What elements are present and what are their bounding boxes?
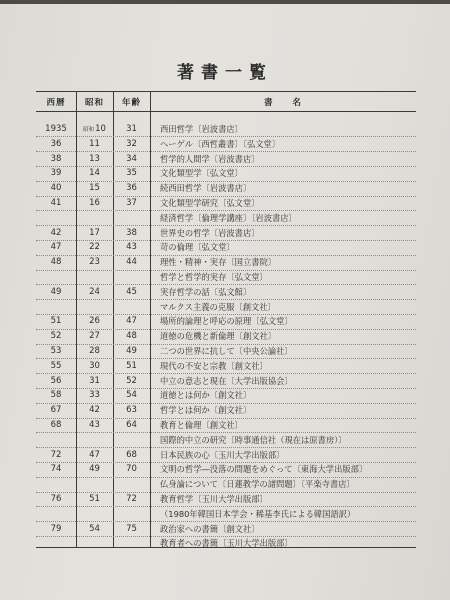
showa-value: 16 xyxy=(89,198,100,208)
showa-cell xyxy=(76,449,113,461)
showa-cell xyxy=(76,523,113,535)
year-cell: 74 xyxy=(50,464,62,475)
book-title-cell: 教育哲学〔玉川大学出版部〕 xyxy=(160,494,268,504)
showa-cell xyxy=(76,167,113,179)
year-cell: 41 xyxy=(50,198,62,208)
book-title-cell: ヘーゲル〔西哲叢書〕〔弘文堂〕 xyxy=(160,138,281,149)
table-row xyxy=(36,227,416,239)
showa-cell xyxy=(76,419,113,431)
showa-cell xyxy=(76,493,113,505)
book-title-cell: 現代の不安と宗教〔創文社〕 xyxy=(160,360,268,371)
book-title-cell: 教育者への書簡〔玉川大学出版部〕 xyxy=(160,538,293,549)
showa-value: 22 xyxy=(89,242,100,253)
book-title-cell: （1980年韓国日本学会・稀基李氏による韓国語訳） xyxy=(160,508,356,519)
showa-cell xyxy=(76,197,113,209)
book-title-cell: 文明の哲学―没落の問題をめぐって〔東海大学出版部〕 xyxy=(160,464,368,475)
age-cell: 36 xyxy=(126,183,137,194)
showa-value: 11 xyxy=(89,138,100,149)
showa-value: 23 xyxy=(89,257,100,268)
showa-cell xyxy=(76,389,113,401)
book-title-cell: 文化類型学研究〔弘文堂〕 xyxy=(160,198,260,208)
table-row xyxy=(36,493,416,505)
age-cell: 43 xyxy=(126,242,137,253)
year-cell: 79 xyxy=(50,523,62,534)
showa-cell xyxy=(76,153,113,165)
table-row xyxy=(36,197,416,209)
table-row xyxy=(36,315,416,327)
table-row xyxy=(36,182,416,194)
book-title-cell: 国際的中立の研究〔時事通信社（現在は原書房）〕 xyxy=(160,434,347,445)
table-row xyxy=(36,434,416,446)
year-cell: 51 xyxy=(50,316,62,327)
table-row xyxy=(36,123,416,135)
showa-value: 27 xyxy=(89,331,100,342)
book-title-cell: 教育と倫理〔創文社〕 xyxy=(160,420,243,430)
showa-value: 10 xyxy=(95,124,106,134)
age-cell: 75 xyxy=(126,523,137,534)
bibliography-table xyxy=(36,91,416,548)
showa-value: 54 xyxy=(89,523,100,534)
showa-cell xyxy=(76,375,113,387)
showa-value: 42 xyxy=(89,405,100,416)
header-showa: 昭和 xyxy=(84,98,104,108)
age-cell: 52 xyxy=(126,375,137,386)
showa-value: 15 xyxy=(89,183,100,194)
year-cell: 56 xyxy=(50,375,62,386)
table-row xyxy=(36,256,416,268)
table-top-rule xyxy=(36,91,416,92)
table-row xyxy=(36,419,416,431)
book-title-cell: 二つの世界に抗して〔中央公論社〕 xyxy=(160,346,293,356)
header-book-title: 書 名 xyxy=(263,98,302,108)
book-title-cell: 理性・精神・実存〔国立書院〕 xyxy=(160,257,277,268)
year-cell: 49 xyxy=(50,286,62,297)
year-cell: 1935 xyxy=(45,124,67,134)
header-year: 西暦 xyxy=(46,98,66,108)
showa-value: 14 xyxy=(89,168,100,179)
book-title-cell: 中立の意志と現在〔大学出版協会〕 xyxy=(160,375,293,386)
showa-value: 24 xyxy=(89,286,100,297)
age-cell: 45 xyxy=(126,286,137,297)
year-cell: 67 xyxy=(50,405,62,416)
table-row xyxy=(36,478,416,490)
age-cell: 64 xyxy=(126,420,137,430)
year-cell: 53 xyxy=(50,346,62,356)
table-row xyxy=(36,360,416,372)
showa-value: 43 xyxy=(89,420,100,430)
showa-cell xyxy=(76,330,113,342)
age-cell: 51 xyxy=(126,360,137,371)
year-cell: 40 xyxy=(50,183,62,194)
year-cell: 55 xyxy=(50,360,62,371)
year-cell: 47 xyxy=(50,242,62,253)
age-cell: 70 xyxy=(126,464,137,475)
showa-cell xyxy=(76,463,113,475)
table-row xyxy=(36,537,416,549)
showa-value: 49 xyxy=(89,464,100,475)
showa-cell xyxy=(76,345,113,357)
table-row xyxy=(36,286,416,298)
age-cell: 49 xyxy=(126,346,137,356)
showa-cell xyxy=(76,404,113,416)
table-row xyxy=(36,153,416,165)
age-cell: 63 xyxy=(126,405,137,416)
showa-value: 47 xyxy=(89,449,100,460)
table-row xyxy=(36,389,416,401)
book-title-cell: マルクス主義の克服〔創文社〕 xyxy=(160,301,276,312)
page-edge xyxy=(0,0,450,4)
book-title-cell: 苛の倫理〔弘文堂〕 xyxy=(160,242,235,253)
book-title-cell: 道徳の危機と新倫理〔創文社〕 xyxy=(160,331,277,342)
book-title-cell: 道徳とは何か〔創文社〕 xyxy=(160,390,252,401)
showa-value: 26 xyxy=(89,316,100,327)
showa-cell xyxy=(76,286,113,298)
book-title-cell: 実存哲学の話〔弘文館〕 xyxy=(160,286,252,297)
showa-cell xyxy=(76,256,113,268)
age-cell: 38 xyxy=(126,227,137,238)
year-cell: 52 xyxy=(50,331,62,342)
age-cell: 34 xyxy=(126,153,137,164)
table-row xyxy=(36,212,416,224)
book-title-cell: 場所的論理と呼応の原理〔弘文堂〕 xyxy=(160,316,293,327)
age-cell: 54 xyxy=(126,390,137,401)
book-title-cell: 哲学とは何か〔創文社〕 xyxy=(160,405,252,416)
book-title-cell: 西田哲学〔岩波書店〕 xyxy=(160,124,243,134)
year-cell: 42 xyxy=(50,227,62,238)
showa-cell xyxy=(76,241,113,253)
book-title-cell: 経済哲学〔倫理学講座〕〔岩波書店〕 xyxy=(160,212,297,223)
page-title: 著書一覧 xyxy=(177,63,273,83)
table-row xyxy=(36,241,416,253)
table-header-rule xyxy=(36,111,416,112)
showa-cell xyxy=(76,227,113,239)
book-title-cell: 哲学と哲学的実存〔弘文堂〕 xyxy=(160,272,268,282)
showa-cell xyxy=(76,182,113,194)
table-row xyxy=(36,523,416,535)
book-title-cell: 哲学的人間学〔岩波書店〕 xyxy=(160,153,260,164)
table-row xyxy=(36,463,416,475)
age-cell: 31 xyxy=(126,124,137,134)
year-cell: 38 xyxy=(50,153,62,164)
age-cell: 68 xyxy=(126,449,137,460)
year-cell: 36 xyxy=(50,138,62,149)
age-cell: 72 xyxy=(126,494,137,504)
book-title-cell: 世界史の哲学〔岩波書店〕 xyxy=(160,227,260,238)
showa-cell xyxy=(76,138,113,150)
showa-cell xyxy=(76,315,113,327)
year-cell: 39 xyxy=(50,168,62,179)
showa-value: 30 xyxy=(89,360,100,371)
year-cell: 68 xyxy=(50,420,62,430)
header-age: 年齢 xyxy=(121,98,141,108)
showa-cell xyxy=(76,360,113,372)
book-title-cell: 日本民族の心〔玉川大学出版部〕 xyxy=(160,449,285,460)
table-row xyxy=(36,508,416,520)
age-cell: 44 xyxy=(126,257,137,268)
showa-value: 51 xyxy=(89,494,100,504)
year-cell: 72 xyxy=(50,449,62,460)
table-row xyxy=(36,271,416,283)
table-row xyxy=(36,330,416,342)
age-cell: 48 xyxy=(126,331,137,342)
book-title-cell: 続西田哲学〔岩波書店〕 xyxy=(160,183,252,194)
table-row xyxy=(36,301,416,313)
table-row xyxy=(36,167,416,179)
book-title-cell: 仏身論について〔日蓮教学の諸問題〕〔平楽寺書店〕 xyxy=(160,479,355,490)
table-row xyxy=(36,449,416,461)
showa-value: 28 xyxy=(89,346,100,356)
showa-value: 33 xyxy=(89,390,100,401)
showa-cell xyxy=(76,123,113,136)
table-row xyxy=(36,404,416,416)
age-cell: 47 xyxy=(126,316,137,327)
showa-value: 17 xyxy=(89,227,100,238)
book-title-cell: 政治家への書簡〔創文社〕 xyxy=(160,523,260,534)
showa-value: 13 xyxy=(89,153,100,164)
era-label: 昭和 xyxy=(83,127,95,133)
age-cell: 35 xyxy=(126,168,137,179)
showa-value: 31 xyxy=(89,375,100,386)
age-cell: 37 xyxy=(126,198,137,208)
table-row xyxy=(36,345,416,357)
year-cell: 58 xyxy=(50,390,62,401)
table-row xyxy=(36,138,416,150)
book-title-cell: 文化類型学〔弘文堂〕 xyxy=(160,168,243,179)
table-row xyxy=(36,375,416,387)
year-cell: 48 xyxy=(50,257,62,268)
year-cell: 76 xyxy=(50,494,62,504)
age-cell: 32 xyxy=(126,138,137,149)
